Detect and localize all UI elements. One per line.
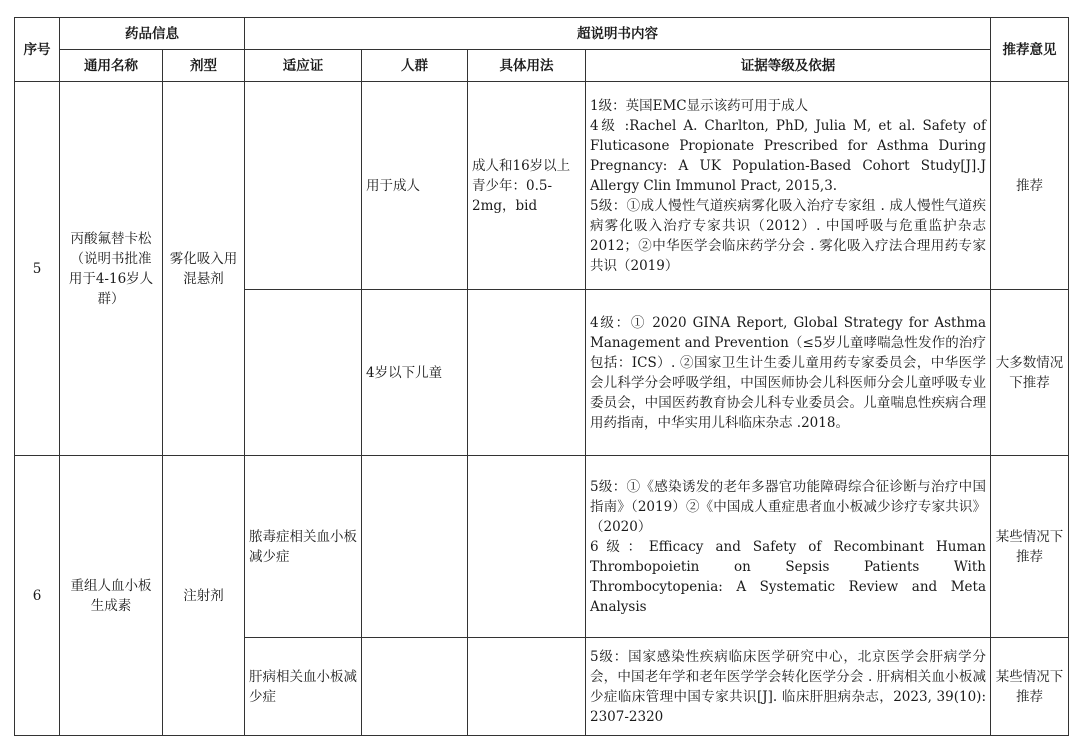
header-drug-info: 药品信息 [60,18,245,50]
table-row [15,82,1069,290]
evidence-line: 4级：① 2020 GINA Report, Global Strategy for Asthma Management and Prevention（≤5岁儿童哮喘急性发作的治疗包括：ICS）. ②国家卫生计生委儿童用药专家委员会，中华医学会儿科学分会呼吸学组，中国医师协会儿科医师分会儿童呼吸专业委员会，中国医药教育协会儿科专业委员会。儿童喘息性疾病合理用药指南，中华实用儿科临床杂志 .2018。 [590,314,986,431]
evidence-cell [586,456,991,638]
usage-cell [468,290,586,456]
header-population: 人群 [362,50,468,82]
row-seq: 6 [15,456,60,736]
dosage-form: 雾化吸入用混悬剂 [163,82,245,456]
evidence-line: 5级：①成人慢性气道疾病雾化吸入治疗专家组 . 成人慢性气道疾病雾化吸入治疗专家共识（2012）. 中国呼吸与危重监护杂志 2012；②中华医学会临床药学分会 . 雾化吸入疗法合理用药专家共识（2019） [590,197,986,274]
population-cell: 用于成人 [362,82,468,290]
usage-cell [468,456,586,638]
usage-cell [468,638,586,736]
evidence-line: 1级：英国EMC显示该药可用于成人 [590,97,809,114]
header-recommendation: 推荐意见 [991,18,1069,82]
evidence-line: 6级：Efficacy and Safety of Recombinant Human Thrombopoietin on Sepsis Patients With Thrombocytopenia: A Systematic Review and Meta Analysis [590,538,986,615]
dosage-form: 注射剂 [163,456,245,736]
recommendation-cell: 大多数情况下推荐 [991,290,1069,456]
recommendation-cell: 某些情况下推荐 [991,456,1069,638]
indication-cell [245,290,362,456]
population-cell [362,456,468,638]
evidence-line: 5级：国家感染性疾病临床医学研究中心，北京医学会肝病学分会，中国老年学和老年医学学会转化医学分会 . 肝病相关血小板减少症临床管理中国专家共识[J]. 临床肝胆病杂志，2023, 39(10): 2307-2320 [590,648,986,725]
indication-cell [245,82,362,290]
header-off-label: 超说明书内容 [245,18,991,50]
evidence-cell [586,82,991,290]
indication-cell: 脓毒症相关血小板减少症 [245,456,362,638]
population-cell: 4岁以下儿童 [362,290,468,456]
recommendation-cell: 推荐 [991,82,1069,290]
population-cell [362,638,468,736]
header-seq: 序号 [15,18,60,82]
evidence-line: 4级 :Rachel A. Charlton, PhD, Julia M, et al. Safety of Fluticasone Propionate Prescribed for Asthma During Pregnancy: A UK Population-Based Cohort Study[J].J Allergy Clin Immunol Pract, 2015,3. [590,117,986,194]
evidence-cell [586,638,991,736]
drug-name: 重组人血小板生成素 [60,456,163,736]
evidence-line: 5级：①《感染诱发的老年多器官功能障碍综合征诊断与治疗中国指南》（2019）②《中国成人重症患者血小板减少诊疗专家共识》（2020） [590,478,986,535]
header-usage: 具体用法 [468,50,586,82]
header-dosage-form: 剂型 [163,50,245,82]
off-label-drug-table [14,17,1069,736]
drug-name: 丙酸氟替卡松（说明书批准用于4-16岁人群） [60,82,163,456]
table-row [15,456,1069,638]
header-evidence: 证据等级及依据 [586,50,991,82]
indication-cell: 肝病相关血小板减少症 [245,638,362,736]
evidence-cell [586,290,991,456]
header-generic-name: 通用名称 [60,50,163,82]
header-indication: 适应证 [245,50,362,82]
row-seq: 5 [15,82,60,456]
recommendation-cell: 某些情况下推荐 [991,638,1069,736]
usage-cell: 成人和16岁以上青少年：0.5-2mg，bid [468,82,586,290]
